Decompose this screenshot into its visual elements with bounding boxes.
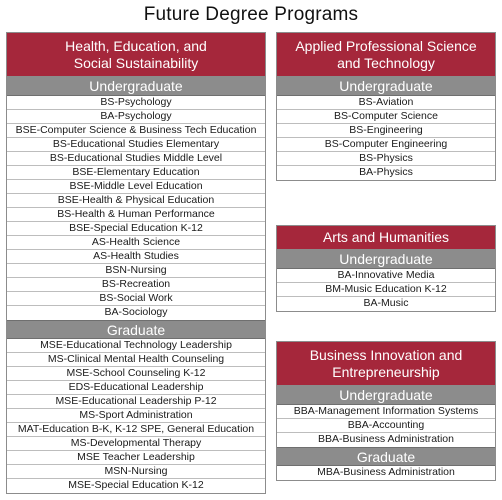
undergraduate-subheader: Undergraduate	[277, 77, 495, 96]
program-row: BS-Aviation	[277, 96, 495, 110]
program-row: BSE-Special Education K-12	[7, 222, 265, 236]
health-education-card	[6, 32, 266, 494]
program-row: MSN-Nursing	[7, 465, 265, 479]
program-row: MS-Clinical Mental Health Counseling	[7, 353, 265, 367]
program-row: MAT-Education B-K, K-12 SPE, General Education	[7, 423, 265, 437]
undergraduate-subheader: Undergraduate	[277, 250, 495, 269]
program-row: BBA-Business Administration	[318, 433, 454, 445]
program-row: BS-Educational Studies Middle Level	[7, 152, 265, 166]
graduate-list	[7, 339, 265, 493]
program-row: BS-Health & Human Performance	[7, 208, 265, 222]
page-title: Future Degree Programs	[143, 4, 359, 25]
card-title-line1: Health, Education, and	[65, 37, 207, 54]
program-row: BS-Computer Science	[277, 110, 495, 124]
program-row: BA-Physics	[359, 166, 413, 178]
program-row: BA-Music	[363, 297, 409, 309]
program-row: BSE-Middle Level Education	[7, 180, 265, 194]
program-row: BS-Engineering	[277, 124, 495, 138]
program-row: BSN-Nursing	[7, 264, 265, 278]
program-row: BA-Sociology	[104, 306, 168, 318]
undergraduate-subheader: Undergraduate	[277, 386, 495, 405]
card-title-line2: Entrepreneurship	[332, 363, 440, 380]
undergraduate-list	[7, 96, 265, 320]
graduate-list	[277, 466, 495, 480]
program-row: BSE-Computer Science & Business Tech Education	[7, 124, 265, 138]
program-row: MS-Sport Administration	[7, 409, 265, 423]
program-row: BS-Psychology	[7, 96, 265, 110]
program-row: BS-Social Work	[7, 292, 265, 306]
program-row: BS-Educational Studies Elementary	[7, 138, 265, 152]
undergraduate-list	[277, 96, 495, 180]
program-row: MSE-Educational Leadership P-12	[7, 395, 265, 409]
undergraduate-list	[277, 269, 495, 311]
program-row: BM-Music Education K-12	[277, 283, 495, 297]
program-row: MS-Developmental Therapy	[7, 437, 265, 451]
program-row: BA-Psychology	[7, 110, 265, 124]
program-row: MSE-School Counseling K-12	[7, 367, 265, 381]
business-innovation-card	[276, 341, 496, 481]
graduate-subheader: Graduate	[7, 320, 265, 339]
business-innovation-header	[277, 342, 495, 386]
program-row: BS-Physics	[277, 152, 495, 166]
card-title-line1: Business Innovation and	[309, 346, 463, 363]
program-row: BBA-Accounting	[277, 419, 495, 433]
program-row: BA-Innovative Media	[277, 269, 495, 283]
program-row: MSE-Educational Technology Leadership	[7, 339, 265, 353]
card-title-line2: Social Sustainability	[73, 54, 199, 71]
health-education-header	[7, 33, 265, 77]
card-title-line1: Applied Professional Science	[295, 37, 477, 54]
program-row: MSE Teacher Leadership	[7, 451, 265, 465]
program-row: MBA-Business Administration	[317, 466, 455, 478]
card-title-line1: Arts and Humanities	[322, 229, 450, 245]
arts-humanities-header	[277, 226, 495, 250]
undergraduate-subheader: Undergraduate	[7, 77, 265, 96]
program-row: BS-Recreation	[7, 278, 265, 292]
program-row: AS-Health Science	[7, 236, 265, 250]
applied-science-card	[276, 32, 496, 181]
undergraduate-list	[277, 405, 495, 447]
card-title-line2: and Technology	[337, 54, 435, 71]
program-row: BSE-Elementary Education	[7, 166, 265, 180]
arts-humanities-card	[276, 225, 496, 312]
graduate-subheader: Graduate	[277, 447, 495, 466]
program-row: BBA-Management Information Systems	[277, 405, 495, 419]
program-row: EDS-Educational Leadership	[7, 381, 265, 395]
applied-science-header	[277, 33, 495, 77]
program-row: BSE-Health & Physical Education	[7, 194, 265, 208]
program-row: AS-Health Studies	[7, 250, 265, 264]
program-row: MSE-Special Education K-12	[68, 479, 204, 491]
program-row: BS-Computer Engineering	[277, 138, 495, 152]
